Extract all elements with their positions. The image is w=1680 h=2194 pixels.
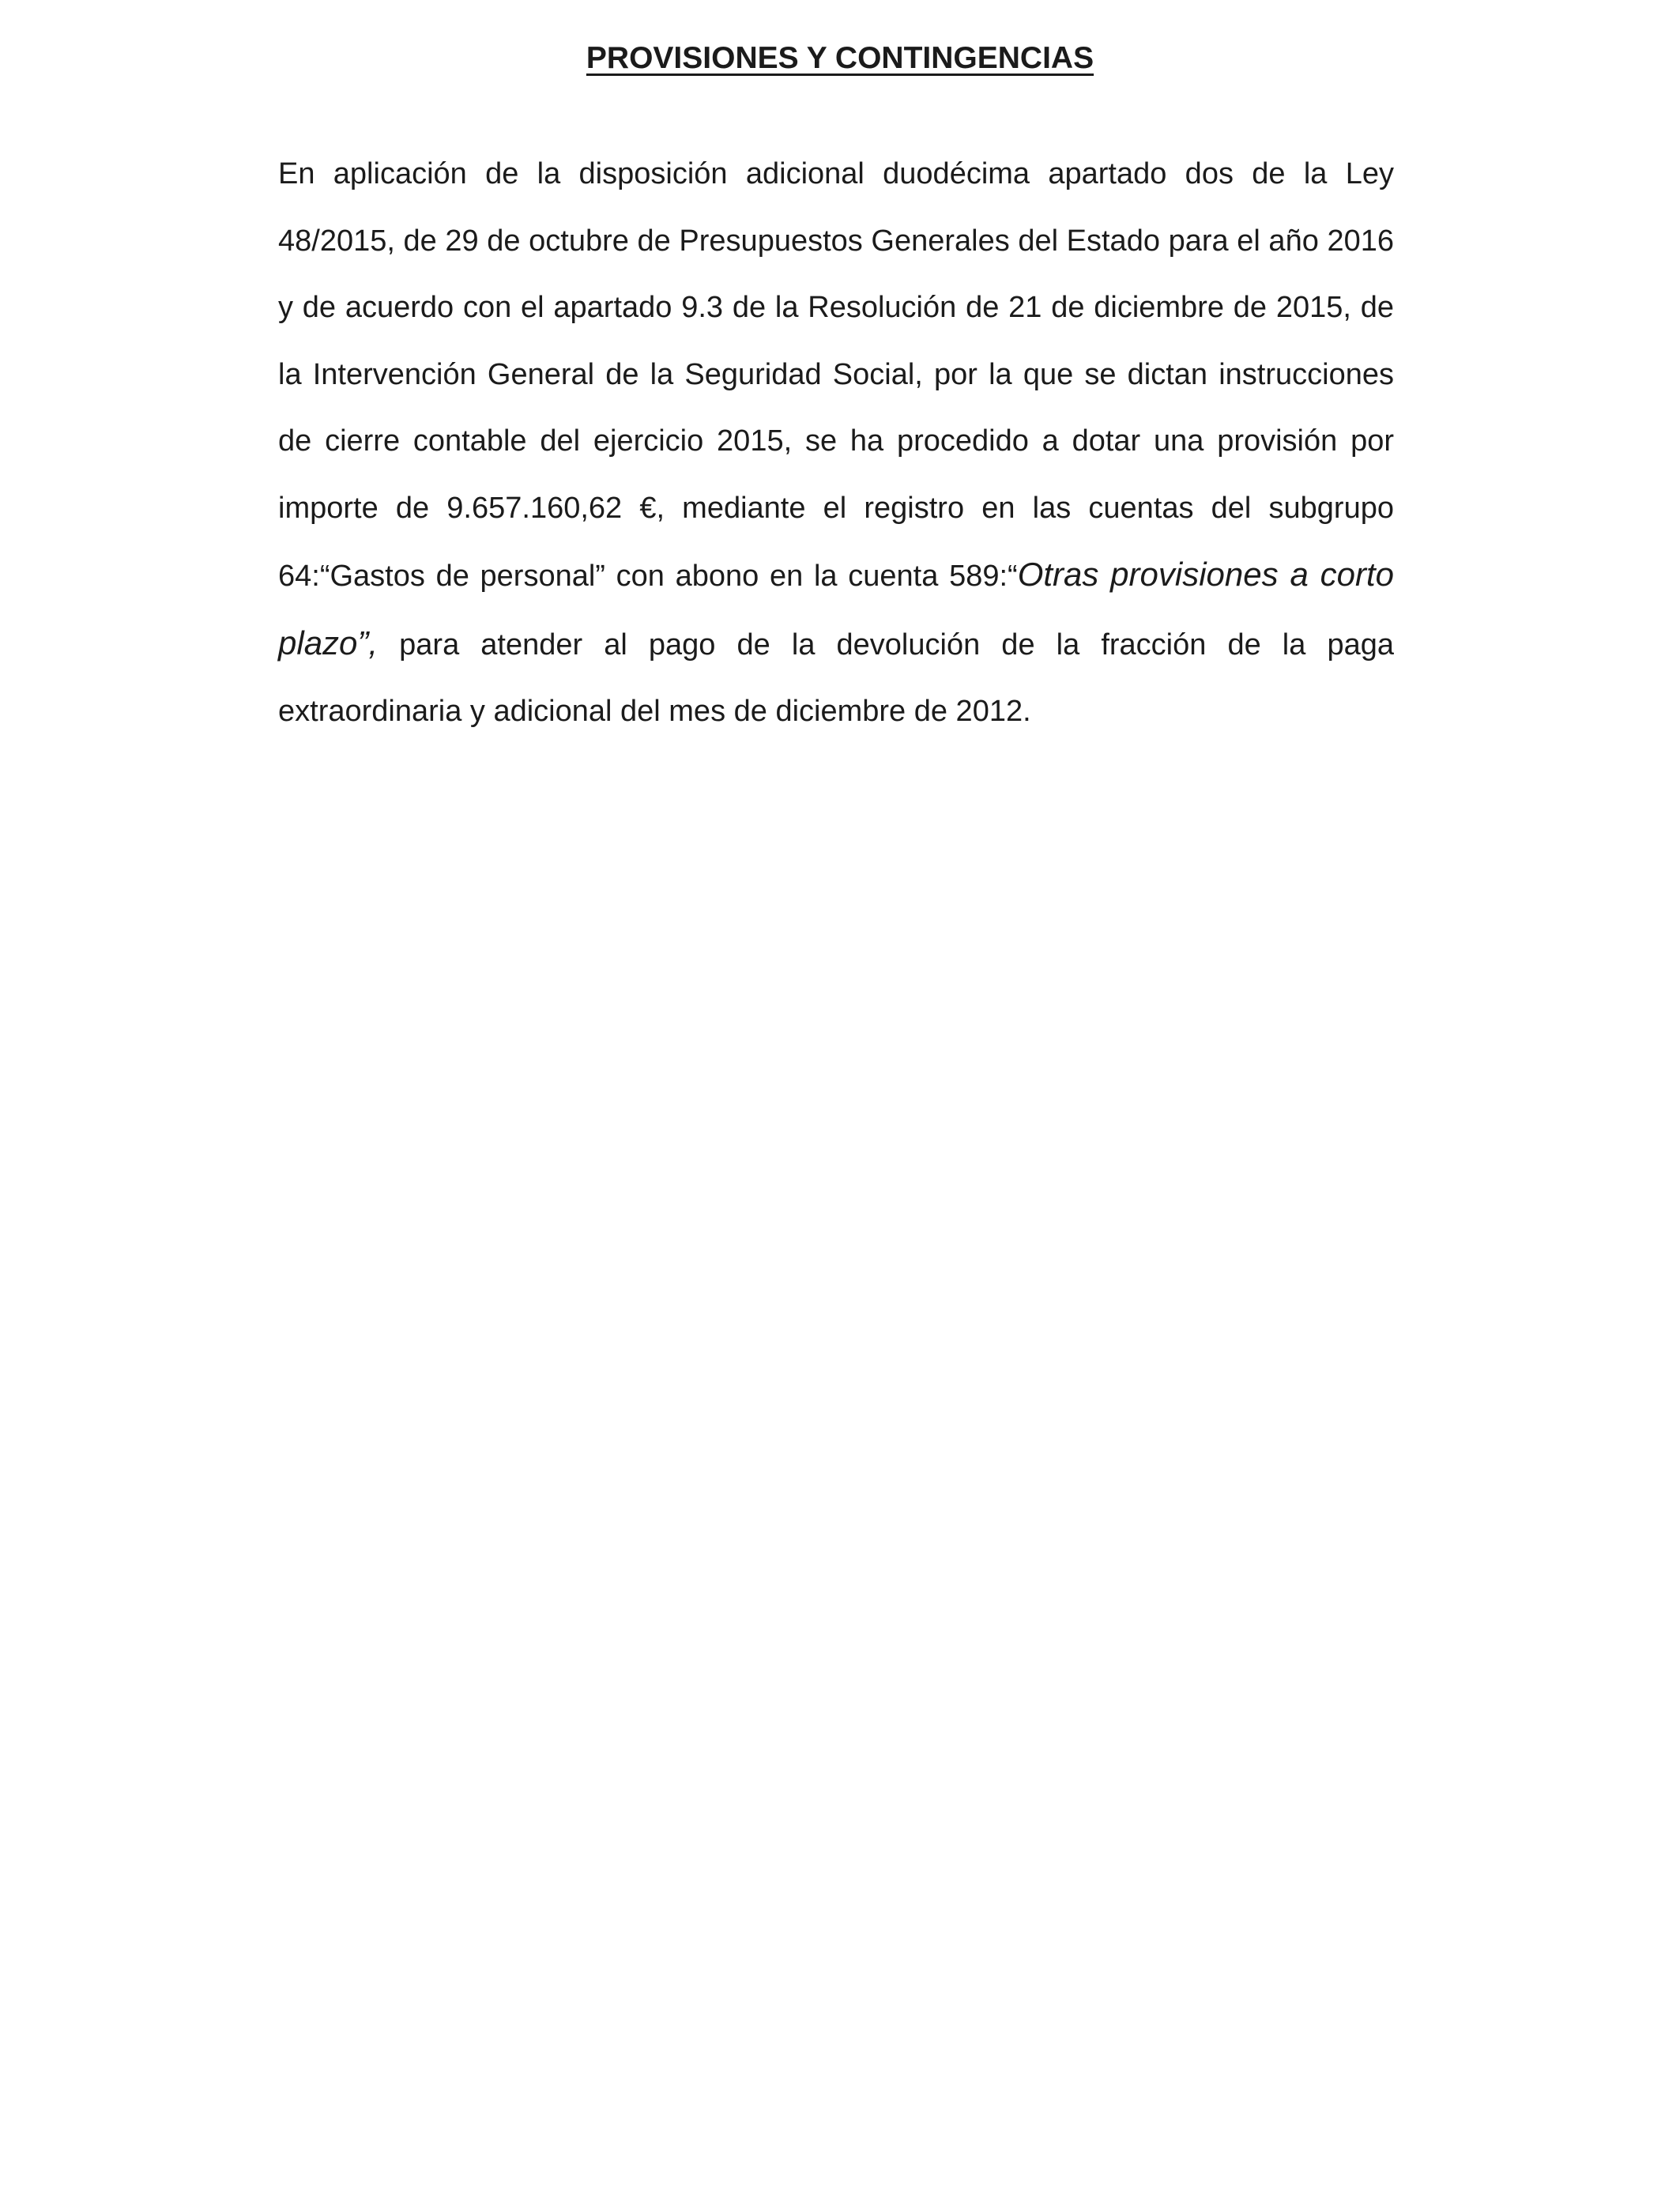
paragraph-text-start: En aplicación de la disposición adicional duodécima apartado dos de la Ley 48/2015, de 29 de octubre de Presupuestos Generales del Estado para el año 2016 y de acuerdo con el apartado 9.3 de la Resolución de 21 de diciembre de 2015, de la Intervención General de la Seguridad Social, por la que se dictan instrucciones de cierre contable del ejercicio 2015, se ha procedido a dotar una provisión por importe de 9.657.160,62 €, mediante el registro en las cuentas del subgrupo 64:“Gastos de personal” con abono en la cuenta 589:“: [278, 157, 1394, 593]
paragraph-text-end: para atender al pago de la devolución de la fracción de la paga extraordinaria y adicional del mes de diciembre de 2012.: [278, 628, 1394, 728]
body-paragraph: [278, 141, 1394, 745]
document-title: PROVISIONES Y CONTINGENCIAS: [586, 41, 1094, 75]
paragraph-italic-account-name: Otras provisiones a corto plazo”,: [278, 556, 1394, 662]
